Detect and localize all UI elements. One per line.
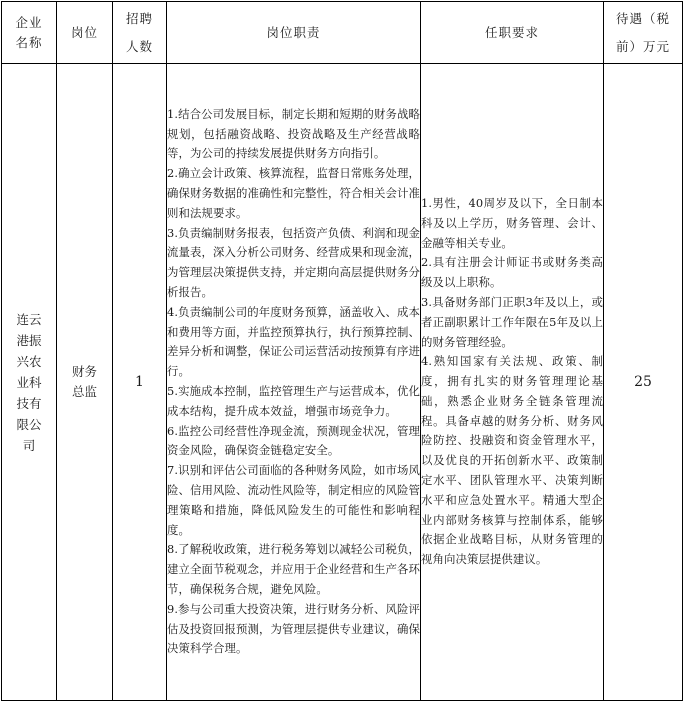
header-count-line-2: 人数 (125, 38, 153, 54)
cell-salary: 25 (604, 64, 683, 701)
header-salary (604, 2, 683, 64)
duty-item: 9.参与公司重大投资决策，进行财务分析、风险评估及投资回报预测，为管理层提供专业建议，确保决策科学合理。 (167, 601, 420, 656)
duty-item: 7.识别和评估公司面临的各种财务风险，如市场风险、信用风险、流动性风险等，制定相应的风险管理策略和措施，降低风险发生的可能性和影响程度。 (167, 463, 420, 537)
duty-item: 1.结合公司发展目标，制定长期和短期的财务战略规划，包括融资战略、投资战略及生产经营战略等，为公司的持续发展提供财务方向指引。 (167, 106, 420, 161)
cell-count: 1 (113, 64, 167, 701)
cell-position (57, 64, 113, 701)
cell-duties (167, 64, 421, 701)
header-salary-line-2: 前）万元 (615, 38, 670, 54)
cell-company (2, 64, 57, 701)
header-row (2, 2, 683, 64)
duty-item: 4.负责编制公司的年度财务预算，涵盖收入、成本和费用等方面，并监控预算执行，执行预算控制、差异分析和调整，保证公司运营活动按预算有序进行。 (167, 304, 420, 379)
table-row (2, 64, 683, 701)
recruitment-table (1, 1, 683, 701)
duty-item: 8.了解税收政策，进行税务筹划以减轻公司税负，建立全面节税观念，并应用于企业经营和生产各环节，确保税务合规，避免风险。 (167, 542, 420, 596)
duty-item: 5.实施成本控制，监控管理生产与运营成本，优化成本结构，提升成本效益，增强市场竞争力。 (167, 384, 420, 418)
position-name: 财务总监 (71, 364, 97, 399)
header-count (113, 2, 167, 64)
company-name: 连云港振兴农业科技有限公司 (16, 311, 42, 453)
header-requirements: 任职要求 (421, 2, 604, 64)
header-salary-line-1: 待遇（税 (615, 10, 670, 26)
cell-requirements (421, 64, 604, 701)
requirement-item: 4.熟知国家有关法规、政策、制度，拥有扎实的财务管理理论基础，熟悉企业财务全链条管理流程。具备卓越的财务分析、财务风险防控、投融资和资金管理水平，以及优良的开拓创新水平、政策制定水平、团队管理水平、决策判断水平和应急处置水平。精通大型企业内部财务核算与控制体系，能够依据企业战略目标，从财务管理的视角向决策层提供建议。 (421, 354, 603, 567)
header-count-line-1: 招聘 (125, 10, 153, 26)
header-company-label: 企业名称 (15, 14, 43, 50)
duty-item: 3.负责编制财务报表，包括资产负债、利润和现金流量表，深入分析公司财务、经营成果和现金流，为管理层决策提供支持，并定期向高层提供财务分析报告。 (167, 225, 420, 300)
duty-item: 2.确立会计政策、核算流程，监督日常账务处理，确保财务数据的准确性和完整性，符合相关会计准则和法规要求。 (167, 166, 420, 220)
requirement-item: 1.男性，40周岁及以下，全日制本科及以上学历，财务管理、会计、金融等相关专业。 (421, 195, 603, 250)
header-company (2, 2, 57, 64)
header-duties: 岗位职责 (167, 2, 421, 64)
header-position: 岗位 (57, 2, 113, 64)
duty-item: 6.监控公司经营性净现金流，预测现金状况，管理资金风险，确保资金链稳定安全。 (167, 423, 420, 458)
requirement-item: 2.具有注册会计师证书或财务类高级及以上职称。 (421, 255, 603, 290)
requirement-item: 3.具备财务部门正职3年及以上，或者正副职累计工作年限在5年及以上的财务管理经验。 (421, 294, 603, 349)
